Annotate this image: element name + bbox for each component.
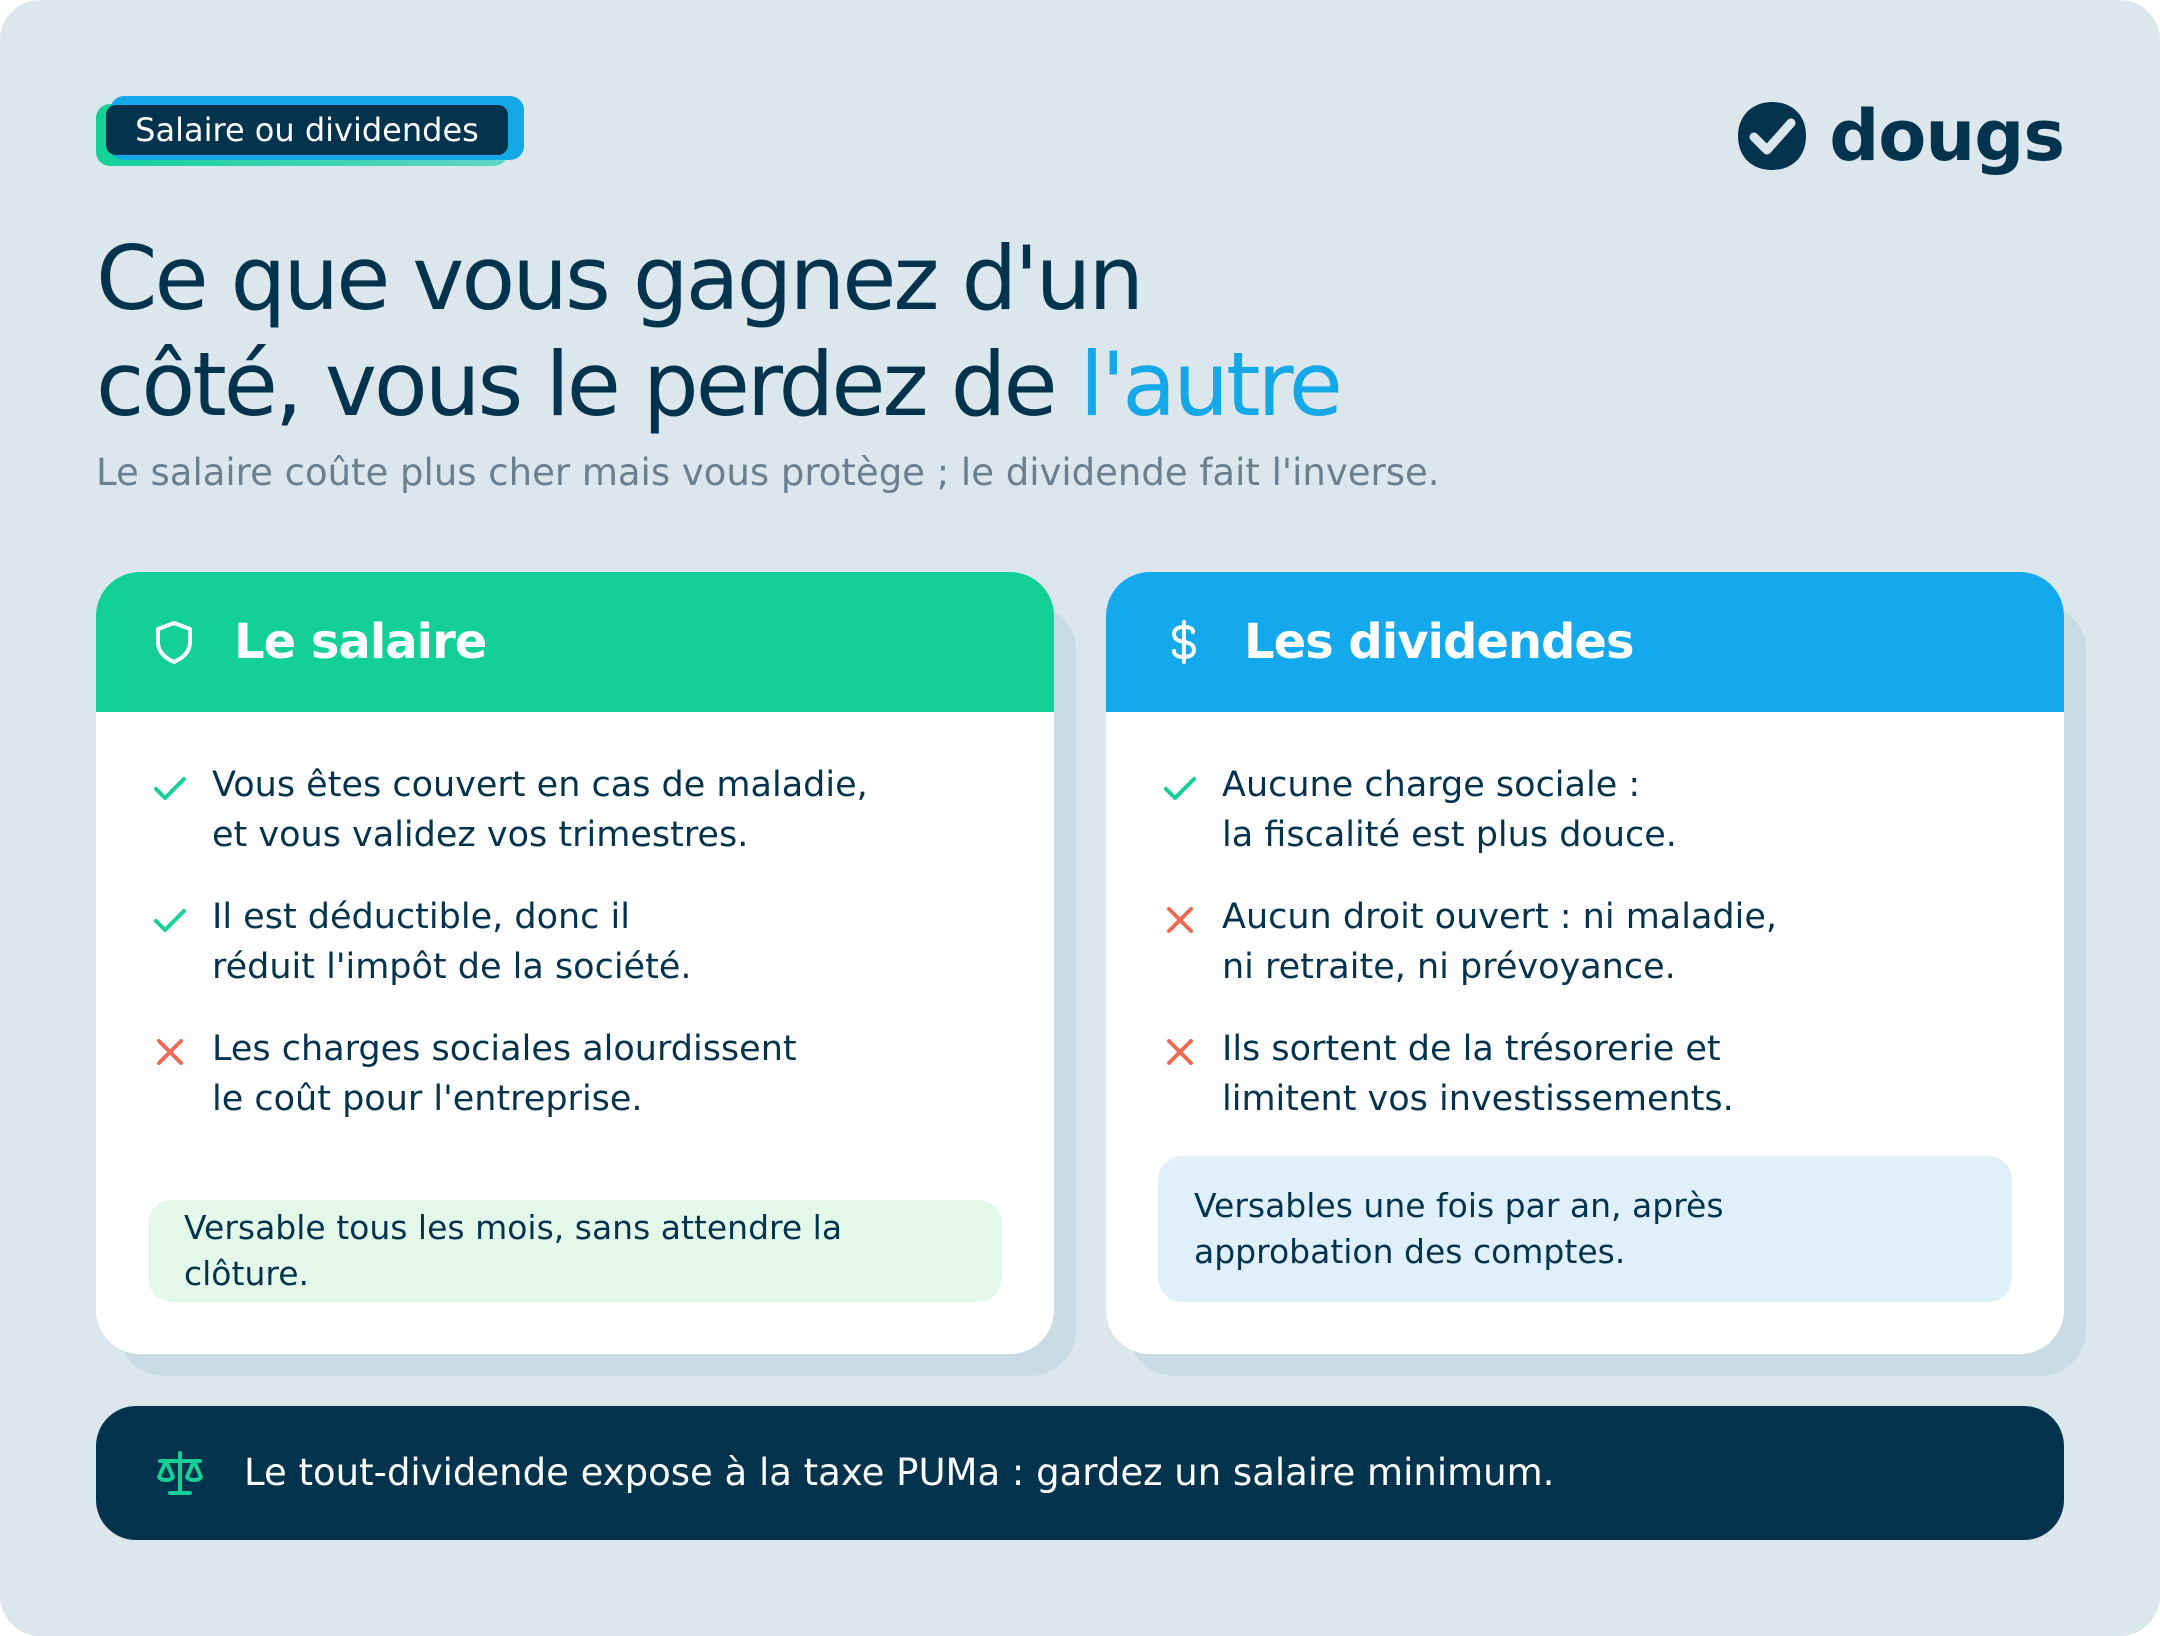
card-salaire-list: [150, 760, 1014, 1156]
list-item-text: [212, 760, 868, 860]
list-item-line: ni retraite, ni prévoyance.: [1222, 947, 1676, 987]
list-item-line: réduit l'impôt de la société.: [212, 947, 692, 987]
list-item-line: Il est déductible, donc il: [212, 897, 630, 937]
card-salaire-title: Le salaire: [234, 614, 487, 670]
brand-logo: [1735, 96, 2064, 176]
topic-tag: [96, 96, 524, 170]
bottom-banner: [96, 1406, 2064, 1540]
headline: [96, 226, 1596, 438]
cross-icon: [150, 1032, 190, 1072]
headline-line-2: [96, 332, 1596, 438]
bottom-banner-text: Le tout-dividende expose à la taxe PUMa : gardez un salaire minimum.: [244, 1451, 1555, 1494]
tag-label: Salaire ou dividendes: [106, 105, 508, 155]
cross-icon: [1160, 900, 1200, 940]
card-salaire-note: Versable tous les mois, sans attendre la clôture.: [148, 1200, 1002, 1302]
dollar-icon: [1160, 618, 1208, 666]
list-item: [1160, 892, 2024, 992]
list-item-line: Ils sortent de la trésorerie et: [1222, 1029, 1721, 1069]
headline-line-2-main: côté, vous le perdez de: [96, 333, 1080, 436]
card-dividendes-list: [1160, 760, 2024, 1156]
note-line: Versables une fois par an, après: [1194, 1186, 1724, 1225]
cross-icon: [1160, 1032, 1200, 1072]
card-dividendes-note: [1158, 1156, 2012, 1302]
list-item-line: limitent vos investissements.: [1222, 1079, 1734, 1119]
list-item-line: et vous validez vos trimestres.: [212, 815, 749, 855]
list-item: [150, 892, 1014, 992]
check-circle-icon: [1735, 99, 1809, 173]
scale-icon: [152, 1445, 208, 1501]
card-salaire: [96, 572, 1054, 1354]
headline-accent: l'autre: [1079, 333, 1340, 436]
card-dividendes-header: [1106, 572, 2064, 712]
check-icon: [150, 900, 190, 940]
list-item: [1160, 1024, 2024, 1124]
card-dividendes: [1106, 572, 2064, 1354]
check-icon: [150, 768, 190, 808]
list-item-line: Aucun droit ouvert : ni maladie,: [1222, 897, 1778, 937]
shield-icon: [150, 618, 198, 666]
brand-name: dougs: [1829, 95, 2064, 177]
list-item-line: Aucune charge sociale :: [1222, 765, 1641, 805]
subtitle: Le salaire coûte plus cher mais vous protège ; le dividende fait l'inverse.: [96, 451, 1440, 494]
headline-line-1: Ce que vous gagnez d'un: [96, 227, 1142, 330]
list-item-text: [1222, 760, 1677, 860]
list-item-line: la fiscalité est plus douce.: [1222, 815, 1677, 855]
list-item-text: [1222, 892, 1777, 992]
card-dividendes-title: Les dividendes: [1244, 614, 1634, 670]
list-item: [150, 760, 1014, 860]
list-item-text: [1222, 1024, 1734, 1124]
list-item-text: [212, 892, 691, 992]
list-item-text: [212, 1024, 797, 1124]
note-line: approbation des comptes.: [1194, 1232, 1626, 1271]
list-item-line: le coût pour l'entreprise.: [212, 1079, 643, 1119]
list-item: [150, 1024, 1014, 1124]
check-icon: [1160, 768, 1200, 808]
list-item: [1160, 760, 2024, 860]
card-salaire-header: [96, 572, 1054, 712]
list-item-line: Vous êtes couvert en cas de maladie,: [212, 765, 868, 805]
list-item-line: Les charges sociales alourdissent: [212, 1029, 797, 1069]
